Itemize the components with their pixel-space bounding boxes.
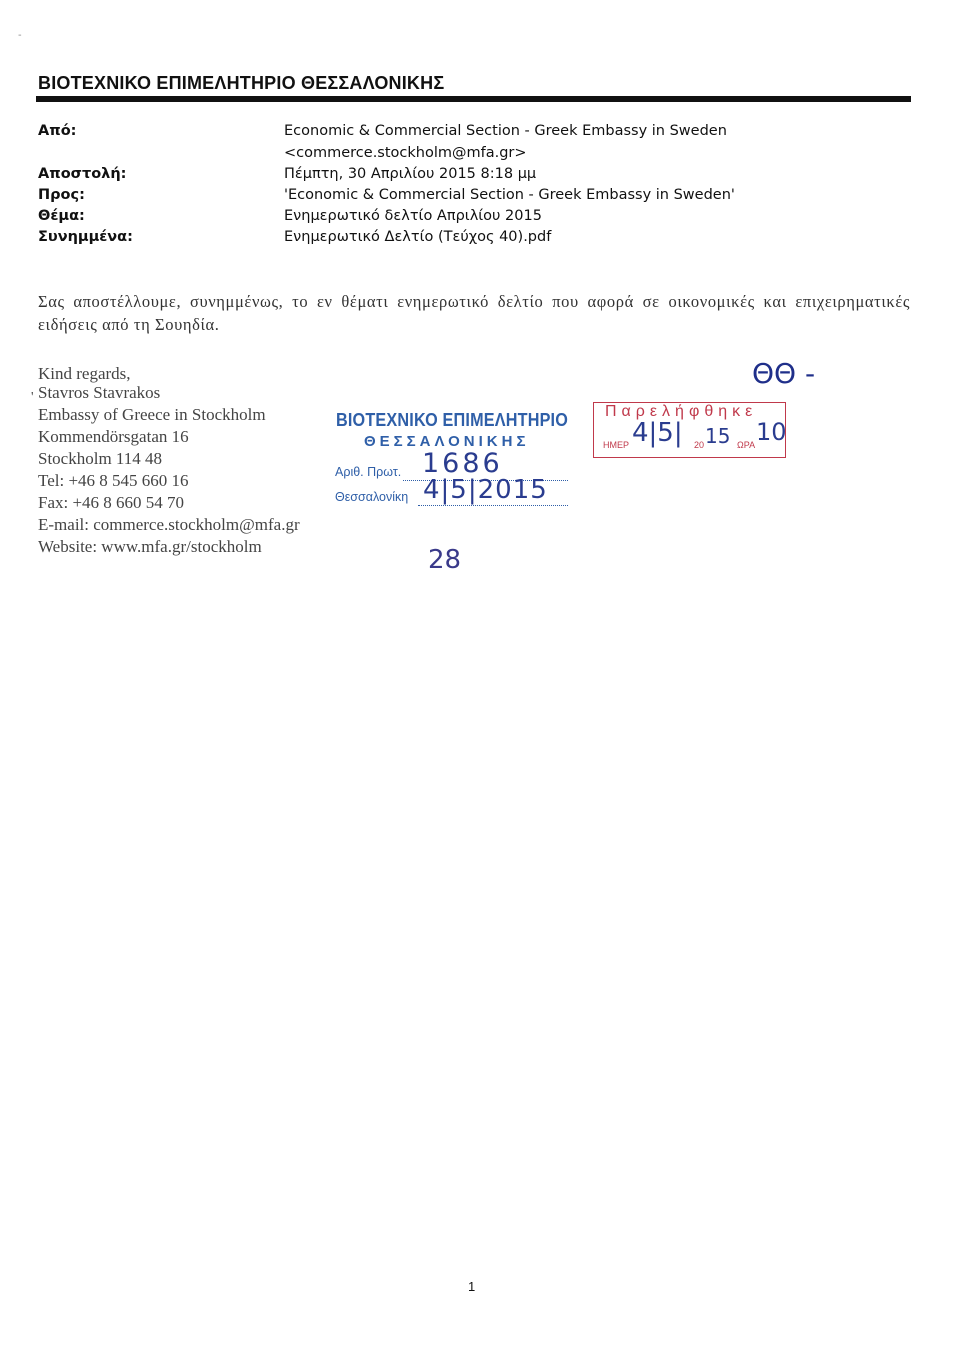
received-hour-value: 10 <box>756 418 787 446</box>
stamp-extra-number: 28 <box>428 545 462 575</box>
organization-title: ΒΙΟΤΕΧΝΙΚΟ ΕΠΙΜΕΛΗΤΗΡΙΟ ΘΕΣΣΑΛΟΝΙΚΗΣ <box>38 73 445 93</box>
stamp-protocol-label: Αριθ. Πρωτ. <box>335 465 402 479</box>
from-value: Economic & Commercial Section - Greek Embassy in Sweden <box>284 123 727 139</box>
received-initials: ΘΘ - <box>752 357 816 390</box>
to-value: 'Economic & Commercial Section - Greek Embassy in Sweden' <box>284 187 735 203</box>
received-year-prefix: 20 <box>694 440 705 450</box>
body-paragraph: Σας αποστέλλουμε, συνημμένως, το εν θέματι ενημερωτικό δελτίο που αφορά σε οικονομικές και επιχειρηματικές ειδήσεις από τη Σουηδία. <box>38 292 910 334</box>
subject-label: Θέμα: <box>38 208 85 224</box>
signer-street: Kommendörsgatan 16 <box>38 427 189 446</box>
received-day-label: ΗΜΕΡ <box>603 440 630 450</box>
signer-fax: Fax: +46 8 660 54 70 <box>38 493 185 512</box>
stamp-place-dots <box>418 505 568 506</box>
signer-email: E-mail: commerce.stockholm@mfa.gr <box>38 515 300 534</box>
attachments-label: Συνημμένα: <box>38 229 133 245</box>
stamp-protocol-value: 1686 <box>422 448 503 479</box>
scan-mark: - <box>18 30 22 41</box>
signer-city: Stockholm 114 48 <box>38 449 163 468</box>
stamp-place-label: Θεσσαλονίκη <box>335 490 409 504</box>
stamp-org: ΒΙΟΤΕΧΝΙΚΟ ΕΠΙΜΕΛΗΤΗΡΙΟ <box>336 410 569 430</box>
sent-value: Πέμπτη, 30 Απριλίου 2015 8:18 μμ <box>284 166 537 182</box>
signer-office: Embassy of Greece in Stockholm <box>38 405 266 424</box>
from-email: <commerce.stockholm@mfa.gr> <box>284 145 527 161</box>
received-day-value: 4|5| <box>632 418 683 448</box>
page-number: 1 <box>468 1279 476 1294</box>
signer-tel: Tel: +46 8 545 660 16 <box>38 471 189 490</box>
stamp-city: ΘΕΣΣΑΛΟΝΙΚΗΣ <box>364 433 530 450</box>
sent-label: Αποστολή: <box>38 166 127 182</box>
signer-name: Stavros Stavrakos <box>38 383 161 402</box>
title-rule <box>36 96 911 102</box>
to-label: Προς: <box>38 187 85 203</box>
from-label: Από: <box>38 123 77 139</box>
signer-website: Website: www.mfa.gr/stockholm <box>38 537 262 556</box>
closing: Kind regards, <box>38 364 131 383</box>
attachments-value: Ενημερωτικό Δελτίο (Τεύχος 40).pdf <box>284 229 552 245</box>
received-hour-label: ΩΡΑ <box>737 440 756 450</box>
dot-mark: ' <box>31 390 34 405</box>
received-year-value: 15 <box>705 424 731 448</box>
subject-value: Ενημερωτικό δελτίο Απριλίου 2015 <box>284 208 542 224</box>
stamp-date-value: 4|5|2015 <box>423 475 548 505</box>
received-title: Παρελήφθηκε <box>605 403 758 420</box>
